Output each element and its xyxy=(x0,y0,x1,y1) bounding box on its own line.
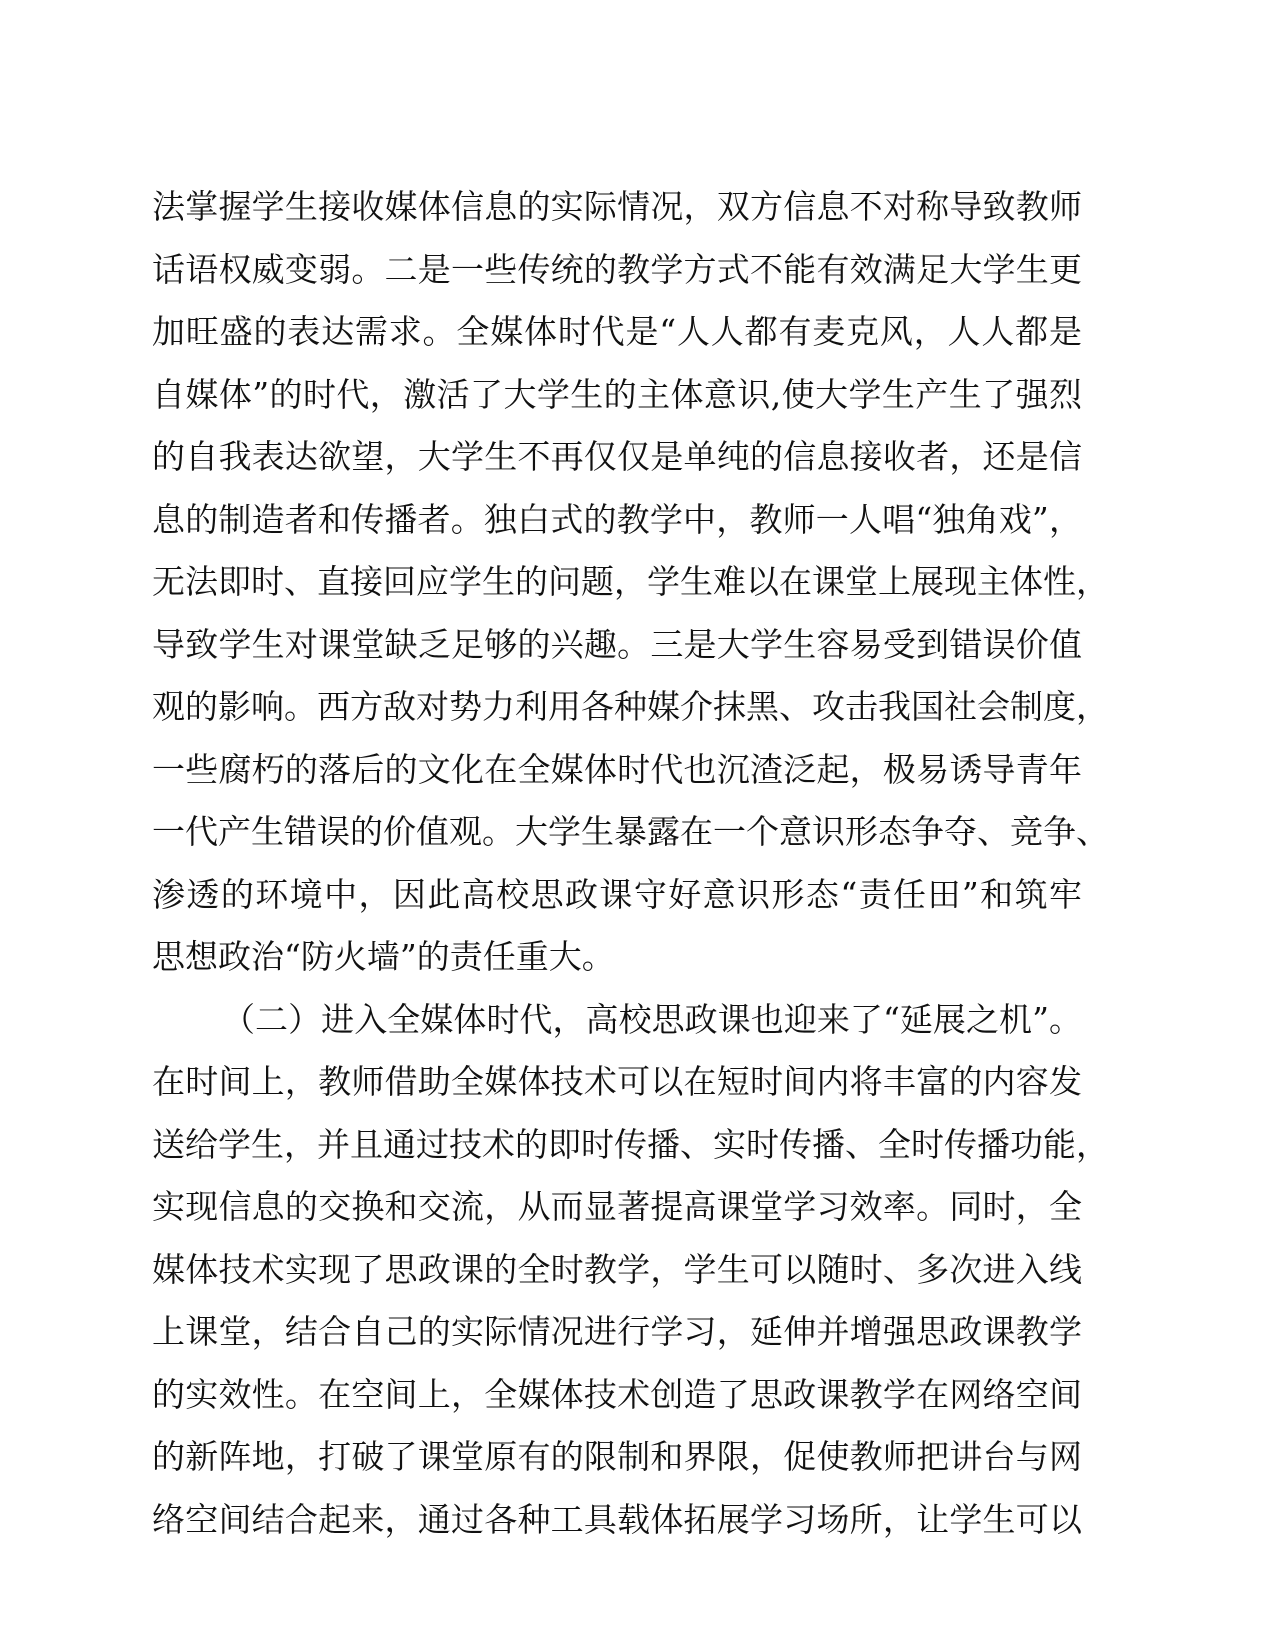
text-line: 一些腐朽的落后的文化在全媒体时代也沉渣泛起，极易诱导青年 xyxy=(152,749,1082,789)
text-line: 观的影响。西方敌对势力利用各种媒介抹黑、攻击我国社会制度， xyxy=(152,687,1109,726)
text-line: 息的制造者和传播者。独白式的教学中，教师一人唱“独角戏”， xyxy=(152,499,1082,539)
text-line: 的实效性。在空间上，全媒体技术创造了思政课教学在网络空间 xyxy=(152,1374,1082,1414)
section-heading-line: （二）进入全媒体时代，高校思政课也迎来了“延展之机”。 xyxy=(222,999,1082,1039)
text-line: 在时间上，教师借助全媒体技术可以在短时间内将丰富的内容发 xyxy=(152,1062,1082,1101)
text-line: 一代产生错误的价值观。大学生暴露在一个意识形态争夺、竞争、 xyxy=(152,812,1109,851)
body-text xyxy=(152,176,1109,1551)
text-line: 送给学生，并且通过技术的即时传播、实时传播、全时传播功能， xyxy=(152,1124,1109,1164)
text-line: 实现信息的交换和交流，从而显著提高课堂学习效率。同时，全 xyxy=(152,1187,1082,1226)
text-line: 络空间结合起来，通过各种工具载体拓展学习场所，让学生可以 xyxy=(152,1499,1082,1539)
text-line: 加旺盛的表达需求。全媒体时代是“人人都有麦克风，人人都是 xyxy=(152,312,1082,351)
text-line: 法掌握学生接收媒体信息的实际情况，双方信息不对称导致教师 xyxy=(152,187,1082,226)
text-line: 的新阵地，打破了课堂原有的限制和界限，促使教师把讲台与网 xyxy=(152,1437,1082,1476)
text-line: 渗透的环境中，因此高校思政课守好意识形态“责任田”和筑牢 xyxy=(152,874,1082,914)
text-line: 媒体技术实现了思政课的全时教学，学生可以随时、多次进入线 xyxy=(152,1249,1082,1289)
text-line: 上课堂，结合自己的实际情况进行学习，延伸并增强思政课教学 xyxy=(152,1312,1082,1351)
text-line: 无法即时、直接回应学生的问题，学生难以在课堂上展现主体性， xyxy=(152,562,1109,601)
text-line: 自媒体”的时代，激活了大学生的主体意识,使大学生产生了强烈 xyxy=(152,374,1082,414)
text-line: 的自我表达欲望，大学生不再仅仅是单纯的信息接收者，还是信 xyxy=(152,437,1082,476)
text-line: 话语权威变弱。二是一些传统的教学方式不能有效满足大学生更 xyxy=(152,249,1082,289)
text-line: 导致学生对课堂缺乏足够的兴趣。三是大学生容易受到错误价值 xyxy=(152,624,1082,664)
paragraph-end-line: 思想政治“防火墙”的责任重大。 xyxy=(152,937,615,976)
